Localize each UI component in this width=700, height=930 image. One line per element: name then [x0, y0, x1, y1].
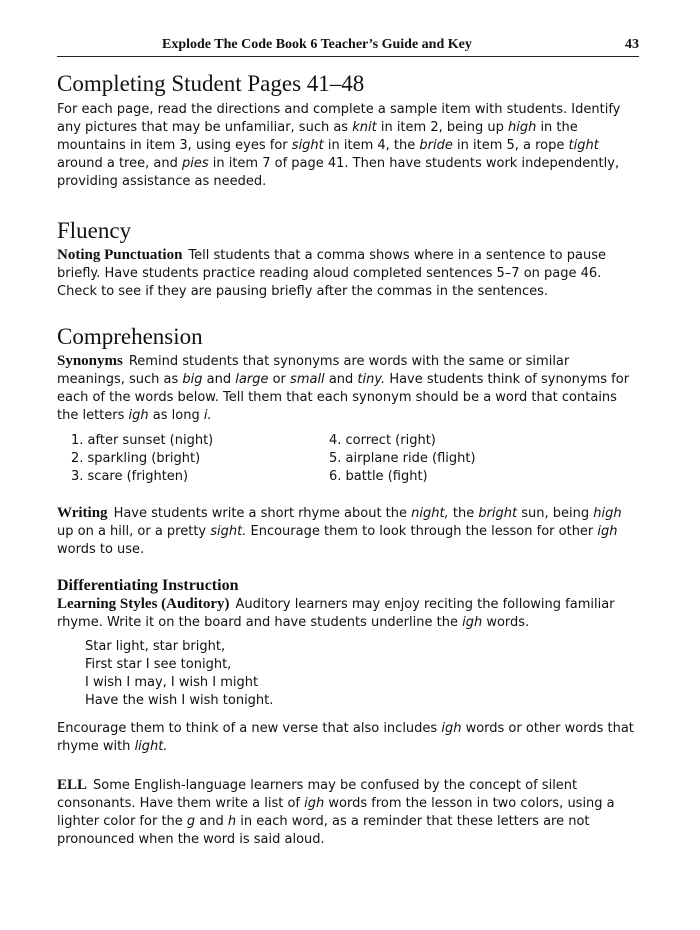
list-item: 2. sparkling (bright)	[71, 451, 201, 466]
run-in-heading: Learning Styles (Auditory)	[57, 596, 230, 612]
running-header	[57, 38, 639, 57]
rhyme-block	[85, 638, 273, 710]
rhyme-line: Have the wish I wish tonight.	[85, 693, 274, 708]
synonyms-paragraph: Synonyms Remind students that synonyms are words with the same or similar meanings, such as big and large or small and tiny. Have students think of synonyms for each of the words below. Tell them that each synonym should be a word that contains the letters igh as long i.	[57, 353, 630, 423]
list-item: 1. after sunset (night)	[71, 433, 214, 448]
list-item: 5. airplane ride (flight)	[329, 451, 476, 466]
section-differentiating	[57, 576, 639, 632]
run-in-heading: ELL	[57, 777, 88, 793]
section-heading: Completing Student Pages 41–48	[57, 71, 365, 96]
section-writing	[57, 504, 639, 559]
fluency-paragraph: Noting Punctuation Tell students that a comma shows where in a sentence to pause briefly. Have students practice reading aloud completed sentences 5–7 on page 46. Check to see if they are pausing briefly after the commas in the sentences.	[57, 247, 606, 299]
instructions-paragraph: For each page, read the directions and complete a sample item with students. Identify any pictures that may be unfamiliar, such as knit in item 2, being up high in the mountains in item 3, using eyes for sight in item 4, the bride in item 5, a rope tight around a tree, and pies in item 7 of page 41. Then have students work independently, providing assistance as needed.	[57, 102, 621, 189]
run-in-heading: Synonyms	[57, 353, 123, 369]
run-in-heading: Writing	[57, 505, 108, 521]
section-fluency	[57, 217, 639, 301]
section-heading: Comprehension	[57, 324, 203, 349]
section-student-pages	[57, 70, 639, 191]
rhyme-line: Star light, star bright,	[85, 639, 226, 654]
run-in-heading: Noting Punctuation	[57, 247, 183, 263]
page-number: 43	[625, 37, 639, 52]
ell-paragraph: ELL Some English-language learners may be confused by the concept of silent consonants. Have them write a list of igh words from the lesson in two colors, using a lighter color for the g and h in each word, as a reminder that these letters are not pronounced when the word is said aloud.	[57, 777, 615, 847]
rhyme-line: First star I see tonight,	[85, 657, 232, 672]
list-item: 4. correct (right)	[329, 433, 436, 448]
running-header-title: Explode The Code Book 6 Teacher’s Guide and Key	[162, 37, 472, 52]
list-item: 3. scare (frighten)	[71, 469, 189, 484]
section-comprehension	[57, 323, 639, 425]
section-heading: Fluency	[57, 218, 132, 243]
list-item: 6. battle (fight)	[329, 469, 428, 484]
section-ell	[57, 776, 639, 849]
section-encourage	[57, 720, 639, 756]
rhyme-line: I wish I may, I wish I might	[85, 675, 259, 690]
subsection-heading: Differentiating Instruction	[57, 577, 239, 594]
writing-paragraph: Writing Have students write a short rhyme about the night, the bright sun, being high up on a hill, or a pretty sight. Encourage them to look through the lesson for other igh words to use.	[57, 505, 622, 557]
encourage-paragraph: Encourage them to think of a new verse that also includes igh words or other words that rhyme with light.	[57, 721, 634, 754]
learning-styles-paragraph: Learning Styles (Auditory) Auditory learners may enjoy reciting the following familiar rhyme. Write it on the board and have students underline the igh words.	[57, 596, 615, 630]
